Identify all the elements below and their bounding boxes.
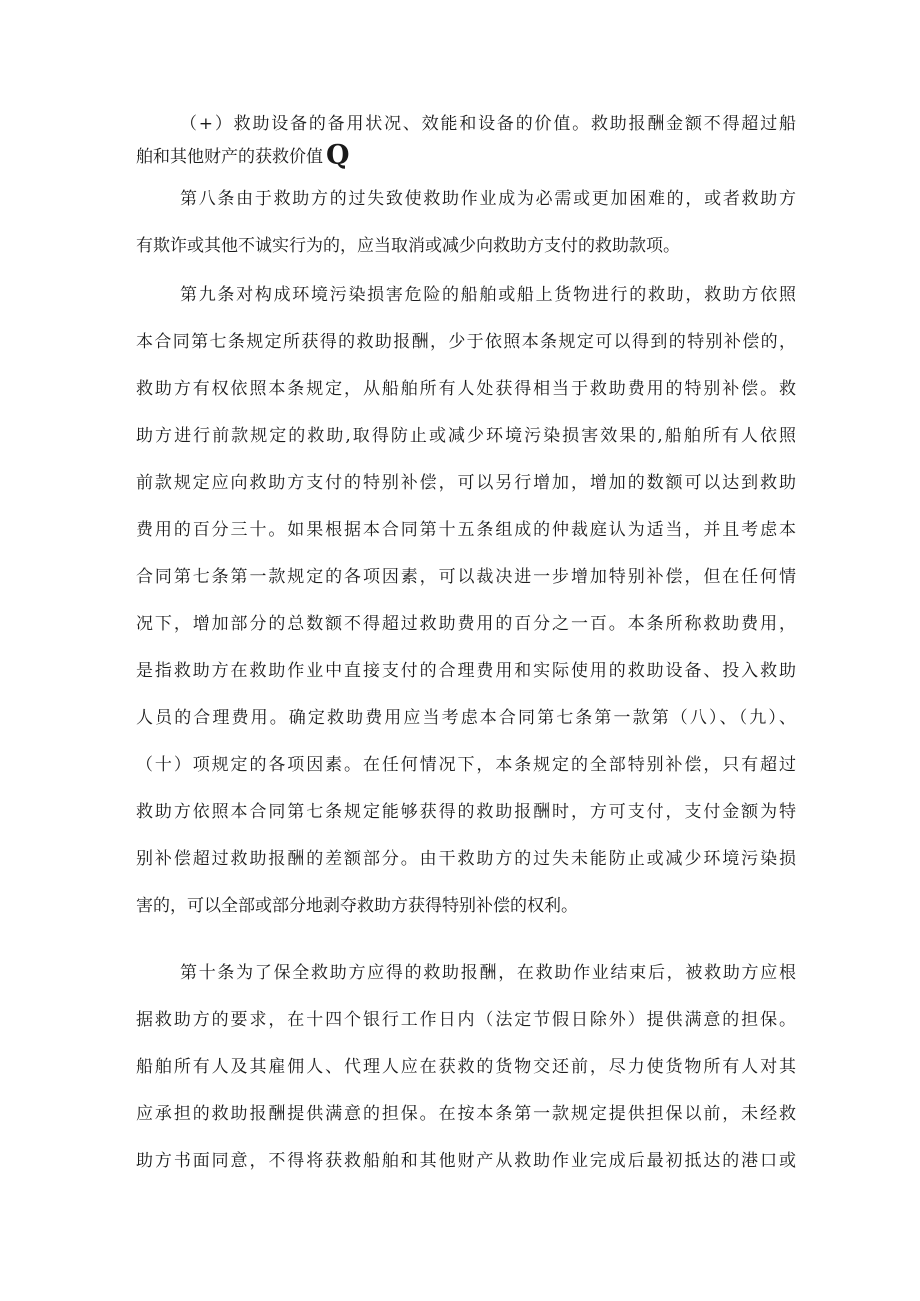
text-line: 况下，增加部分的总数额不得超过救助费用的百分之一百。本条所称救助费用， <box>136 614 796 634</box>
text-line: 是指救助方在救助作业中直接支付的合理费用和实际使用的救助设备、投入救助 <box>136 661 796 681</box>
text-line: 助方进行前款规定的救助,取得防止或减少环境污染损害效果的,船舶所有人依照 <box>136 426 796 446</box>
text-line: 助方书面同意，不得将获救船舶和其他财产从救助作业完成后最初抵达的港口或 <box>136 1151 796 1171</box>
text-line: 别补偿超过救助报酬的差额部分。由干救助方的过失未能防止或减少环境污染损 <box>136 849 796 869</box>
trailing-mark: Q <box>326 140 350 171</box>
text-line: 第九条对构成环境污染损害危险的船舶或船上货物进行的救助，救助方依照 <box>180 285 796 305</box>
text-line: 合同第七条第一款规定的各项因素，可以裁决进一步增加特别补偿，但在任何情 <box>136 567 796 587</box>
text-line: 人员的合理费用。确定救助费用应当考虑本合同第七条第一款第（八）、（九）、 <box>136 708 796 728</box>
text-line: 害的，可以全部或部分地剥夺救助方获得特别补偿的权利。 <box>136 896 578 916</box>
text-line: （十）项规定的各项因素。在任何情况下，本条规定的全部特别补偿，只有超过 <box>136 755 796 775</box>
text-line: 有欺诈或其他不诚实行为的，应当取消或减少向救助方支付的救助款项。 <box>136 236 680 256</box>
text-line: 据救助方的要求，在十四个银行工作日内（法定节假日除外）提供满意的担保。 <box>136 1010 796 1030</box>
text-line: 前款规定应向救助方支付的特别补偿，可以另行增加，增加的数额可以达到救助 <box>136 473 796 493</box>
text-line: 费用的百分三十。如果根据本合同第十五条组成的仲裁庭认为适当，并且考虑本 <box>136 520 796 540</box>
text-line-with-mark <box>136 140 350 171</box>
text-line: 船舶所有人及其雇佣人、代理人应在获救的货物交还前，尽力使货物所有人对其 <box>136 1057 796 1077</box>
text-line: 本合同第七条规定所获得的救助报酬，少于依照本条规定可以得到的特别补偿的， <box>136 332 796 352</box>
text-line: （+）救助设备的备用状况、效能和设备的价值。救助报酬金额不得超过船 <box>180 114 796 134</box>
text-line: 应承担的救助报酬提供满意的担保。在按本条第一款规定提供担保以前，未经救 <box>136 1104 796 1124</box>
text-line: 舶和其他财产的获救价值 <box>136 147 323 167</box>
text-line: 救助方依照本合同第七条规定能够获得的救助报酬时，方可支付，支付金额为特 <box>136 802 796 822</box>
text-line: 第十条为了保全救助方应得的救助报酬，在救助作业结束后，被救助方应根 <box>180 963 796 983</box>
text-line: 第八条由于救助方的过失致使救助作业成为必需或更加困难的，或者救助方 <box>180 189 796 209</box>
text-line: 救助方有权依照本条规定，从船舶所有人处获得相当于救助费用的特别补偿。救 <box>136 379 796 399</box>
